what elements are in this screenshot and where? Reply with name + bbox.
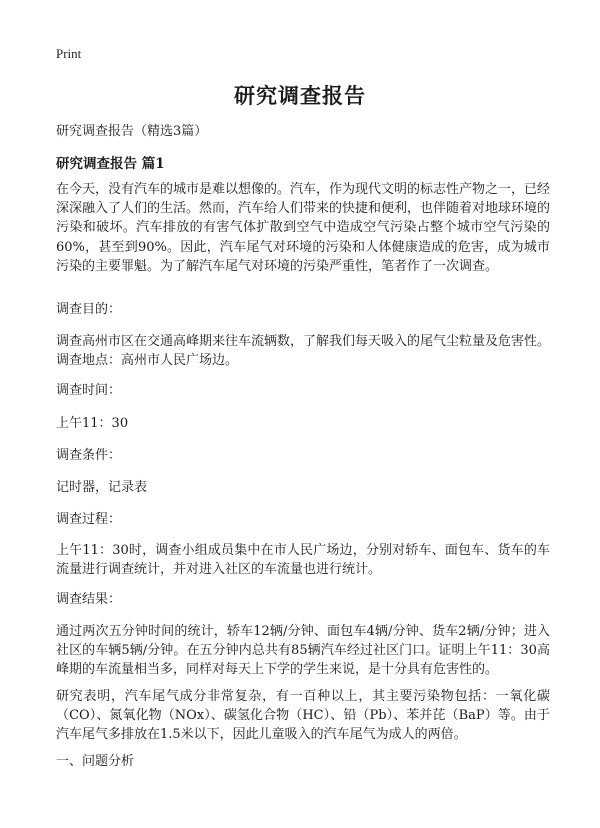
purpose-heading: 调查目的： [56, 302, 122, 317]
print-link[interactable]: Print [56, 46, 82, 61]
process-paragraph: 上午11：30时，调查小组成员集中在市人民广场边，分别对轿车、面包车、货车的车流量进行调查统计，并对进入社区的车流量也进行统计。 [56, 543, 550, 578]
time-heading: 调查时间： [56, 383, 122, 398]
results-paragraph: 通过两次五分钟时间的统计，轿车12辆/分钟、面包车4辆/分钟、货车2辆/分钟；进入社区的车辆5辆/分钟。在五分钟内总共有85辆汽车经过社区门口。证明上午11：30高峰期的车流量相当多，同样对每天上下学的学生来说，是十分具有危害性的。 [56, 624, 550, 678]
page-title: 研究调查报告 [234, 83, 366, 108]
results-heading: 调查结果： [56, 592, 122, 607]
document-subtitle: 研究调查报告（精选3篇） [56, 124, 208, 139]
process-heading: 调查过程： [56, 512, 122, 527]
article-title: 研究调查报告 篇1 [56, 156, 165, 172]
research-paragraph: 研究表明，汽车尾气成分非常复杂，有一百种以上，其主要污染物包括：一氧化碳（CO）、氮氧化物（NOx）、碳氢化合物（HC）、铅（Pb）、苯并芘（BaP）等。由于汽车尾气多排放在1.5米以下，因此儿童吸入的汽车尾气为成人的两倍。 [56, 689, 550, 743]
time-value: 上午11：30 [56, 416, 129, 431]
conditions-heading: 调查条件： [56, 448, 122, 463]
intro-paragraph: 在今天，没有汽车的城市是难以想像的。汽车，作为现代文明的标志性产物之一，已经深深融入了人们的生活。然而，汽车给人们带来的快捷和便利，也伴随着对地球环境的污染和破坏。汽车排放的有害气体扩散到空气中造成空气污染占整个城市空气污染的60%，甚至到90%。因此，汽车尾气对环境的污染和人体健康造成的危害，成为城市污染的主要罪魁。为了解汽车尾气对环境的污染严重性，笔者作了一次调查。 [56, 182, 551, 274]
conditions-value: 记时器，记录表 [56, 480, 148, 495]
purpose-paragraph: 调查高州市区在交通高峰期来往车流辆数，了解我们每天吸入的尾气尘粒量及危害性。调查地点：高州市人民广场边。 [56, 334, 551, 369]
section-heading: 一、问题分析 [56, 754, 135, 769]
